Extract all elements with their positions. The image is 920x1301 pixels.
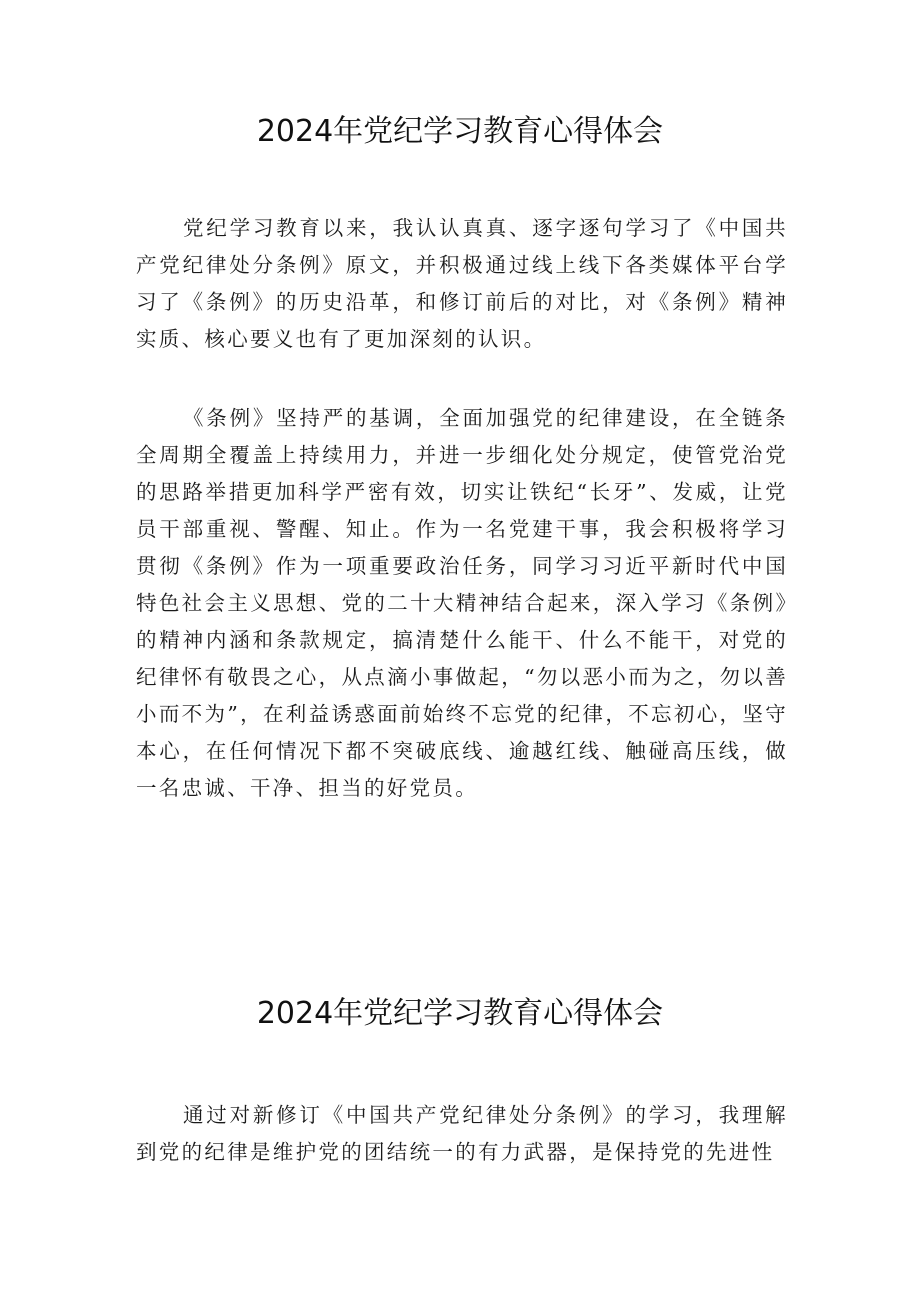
document-title: 2024年党纪学习教育心得体会 <box>256 996 664 1031</box>
document-title: 2024年党纪学习教育心得体会 <box>256 114 664 149</box>
body-paragraph: 党纪学习教育以来，我认认真真、逐字逐句学习了《中国共产党纪律处分条例》原文，并积极通过线上线下各类媒体平台学习了《条例》的历史沿革，和修订前后的对比，对《条例》精神实质、核心要义也有了更加深刻的认识。 <box>136 216 788 351</box>
body-paragraph: 通过对新修订《中国共产党纪律处分条例》的学习，我理解到党的纪律是维护党的团结统一的有力武器，是保持党的先进性 <box>136 1103 788 1164</box>
body-paragraph: 《条例》坚持严的基调，全面加强党的纪律建设，在全链条全周期全覆盖上持续用力，并进一步细化处分规定，使管党治党的思路举措更加科学严密有效，切实让铁纪“长牙”、发威，让党员干部重视、警醒、知止。作为一名党建干事，我会积极将学习贯彻《条例》作为一项重要政治任务，同学习习近平新时代中国特色社会主义思想、党的二十大精神结合起来，深入学习《条例》的精神内涵和条款规定，搞清楚什么能干、什么不能干，对党的纪律怀有敬畏之心，从点滴小事做起，“勿以恶小而为之，勿以善小而不为”，在利益诱惑面前始终不忘党的纪律，不忘初心，坚守本心，在任何情况下都不突破底线、逾越红线、触碰高压线，做一名忠诚、干净、担当的好党员。 <box>136 406 788 800</box>
